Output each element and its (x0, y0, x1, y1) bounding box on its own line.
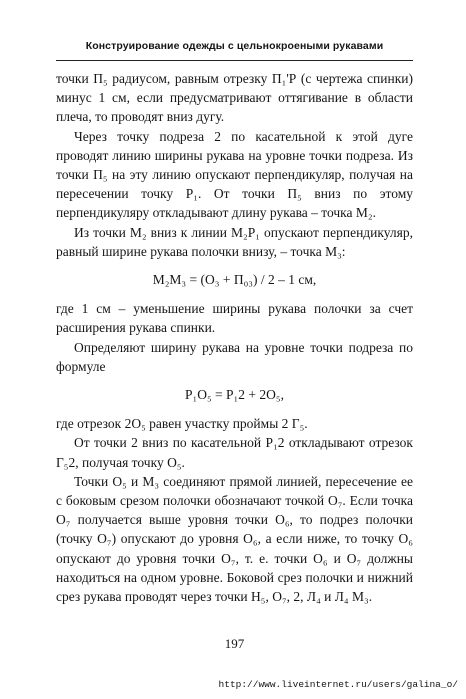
page-number: 197 (224, 636, 245, 651)
paragraph: Из точки М₂ вниз к линии М₂Р₁ опускают перпендикуляр, равный ширине рукава полочки внизу, – точка М₃: (56, 224, 413, 259)
paragraph: Через точку подреза 2 по касательной к этой дуге проводят линию ширины рукава на уровне точки подреза. Из точки П₅ на эту линию опускают перпендикуляр, получая на пересечении точку Р₁. От точки П₅ вниз по этому перпендикуляру откладывают длину рукава – точка М₂. (56, 128, 413, 221)
paragraph: где отрезок 2О₅ равен участку проймы 2 Г₅. (56, 416, 308, 432)
formula-undercut-width: Р₁О₅ = Р₁2 + 2О₅, (185, 387, 284, 403)
running-header: Конструирование одежды с цельнокроеными рукавами (85, 40, 384, 52)
paragraph: От точки 2 вниз по касательной Р₁2 откладывают отрезок Г₅2, получая точку О₅. (56, 435, 413, 470)
paragraph: Точки О₅ и М₃ соединяют прямой линией, пересечение ее с боковым срезом полочки обозначают точкой О₇. Если точка О₇ получается выше уровня точки О₆, то подрез полочки (точку О₇) опускают до уровня О₆, а если ниже, то точку О₆ опускают до уровня точки О₇, т. е. точки О₆ и О₇ должны находиться на одном уровне. Боковой срез полочки и нижний срез рукава проводят через точки Н₅, О₇, 2, Л₄ и Л₄ М₃. (56, 473, 413, 605)
source-url: http://www.liveinternet.ru/users/galina_o/ (218, 679, 458, 690)
paragraph: где 1 см – уменьшение ширины рукава полочки за счет расширения рукава спинки. (56, 301, 413, 336)
text-body (56, 69, 413, 606)
header-rule (56, 60, 413, 61)
paragraph: Определяют ширину рукава на уровне точки подреза по формуле (56, 339, 413, 374)
formula-sleeve-width: М₂М₃ = (О₃ + П₀₃) / 2 – 1 см, (152, 272, 317, 288)
paragraph-continued: точки П₅ радиусом, равным отрезку П₁'Р (с чертежа спинки) минус 1 см, если предусматривают оттягивание в области плеча, то проводят вниз дугу. (56, 71, 413, 125)
